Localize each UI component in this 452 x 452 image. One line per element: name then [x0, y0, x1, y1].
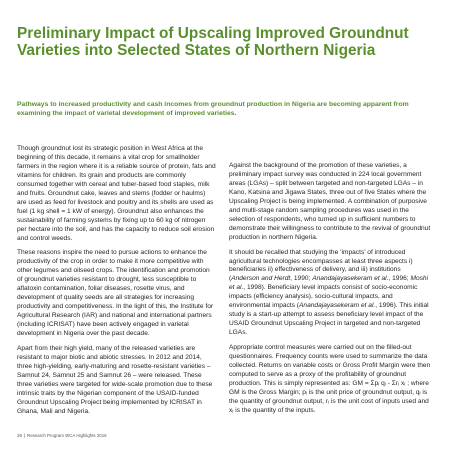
left-paragraph-1: Though groundnut lost its strategic position in West Africa at the beginning of this decade, it remains a vital crop for smallholder farmers in the region where it is a reliable source of protein, fats and vitamins for children. Its grain and products are commonly consumed together with cereal and tuber-based food staples, milk and fruits. Groundnut cake, leaves and stems (fodder or haulms) are used as feed for livestock and poultry and its shells are used as fuel (1 kg shell = 1 kW of energy). Groundnut also enhances the sustainability of farming systems by fixing up to 60 kg of nitrogen per hectare into the soil, and has the capacity to reduce soil erosion and control weeds.	[17, 145, 216, 242]
right-paragraph-2	[229, 249, 432, 339]
publication-name: Research Program WCA	[27, 433, 76, 438]
right-column	[229, 162, 432, 422]
citation-anderson-herdt: Anderson and Herdt	[231, 275, 291, 283]
right-p2-text-b: , 1990;	[290, 275, 313, 283]
right-p2-text-e: , 1996). This initial study is a start-up attempt to assess beneficiary level impact of the USAID Groundnut Upscaling Project in targeted and non-targeted LGAs.	[229, 302, 429, 337]
left-paragraph-2: These reasons inspire the need to pursue actions to enhance the productivity of the crop in order to make it more competitive with other legumes and oilseed crops. The identification and promotion of groundnut varieties resistant to drought, less susceptible to aflatoxin contamination, foliar diseases, rosette virus, and development of quality seeds are all strategies for increasing productivity and competitiveness. In the light of this, the Institute for Agricultural Research (IAR) and national and international partners (including ICRISAT) have been actively engaged in varietal development in Nigeria over the past decade.	[17, 249, 214, 338]
right-p2-text-d: , 1998). Beneficiary level impacts consist of socio-economic impacts (efficiency analysis), socio-cultural impacts, and environmental impacts (	[229, 284, 418, 310]
left-paragraph-3: Apart from their high yield, many of the released varieties are resistant to major biotic and abiotic stresses. In 2012 and 2014, three high-yielding, early-maturing and rosette-resistant varieties – Samnut 24, Samnut 25 and Samnut 26 – were released. These three varieties were targeted for wide-scale promotion due to these intrinsic traits by the Nigerian component of the USAID-funded Groundnut Upscaling Project being implemented by ICRISAT in Ghana, Mali and Nigeria.	[17, 345, 213, 415]
right-paragraph-1: Against the background of the promotion of these varieties, a preliminary impact survey was conducted in 224 local government areas (LGAs) – split between targeted and non-targeted LGAs – in Kano, Katsina and Jigawa States, three out of five States where the Upscaling Project is being implemented. A combination of purposive and multi-stage random sampling procedures was used in the selection of respondents, who turned up in sufficient numbers to demonstrate their willingness to contribute to the revival of groundnut production in northern Nigeria.	[229, 162, 431, 241]
citation-anandajayasekeram-2: Anandajayasekeram et al.	[299, 302, 376, 310]
right-p2-text-c: , 1996;	[388, 275, 411, 283]
section-name: Highlights 2016	[76, 433, 107, 438]
right-paragraph-3: Appropriate control measures were carried out on the filled-out questionnaires. Frequency counts were used to summarize the data collected. Returns on variable costs or Gross Profit Margin were then computed to serve as a proxy of the profitability of groundnut production. This is simply represented as: GM = Σpᵢ qᵢ - Σrⱼ xⱼ ; where GM is the Gross Margin; pᵢ is the unit price of groundnut output, qᵢ is the quantity of groundnut output, rⱼ is the unit cost of inputs used and xⱼ is the quantity of the inputs.	[229, 344, 431, 414]
page-number: 28	[17, 433, 22, 438]
citation-moshi: Moshi et al.	[229, 275, 429, 292]
page-footer: 28 | Research Program WCA Highlights 2016	[17, 433, 107, 438]
citation-anandajayasekeram-1: Anandajayasekeram et al.	[312, 275, 389, 283]
right-p2-text-a: It should be recalled that studying the ‘impacts’ of introduced agricultural technologies encompasses at least three aspects i) beneficiaries ii) effectiveness of delivery, and iii) institutions (	[229, 248, 413, 283]
article-subtitle: Pathways to increased productivity and cash incomes from groundnut production in Nigeria are becoming apparent from examining the impact of varietal development of improved varieties.	[17, 101, 409, 118]
left-column	[17, 145, 216, 423]
article-title: Preliminary Impact of Upscaling Improved Groundnut Varieties into Selected States of Northern Nigeria	[17, 25, 409, 60]
